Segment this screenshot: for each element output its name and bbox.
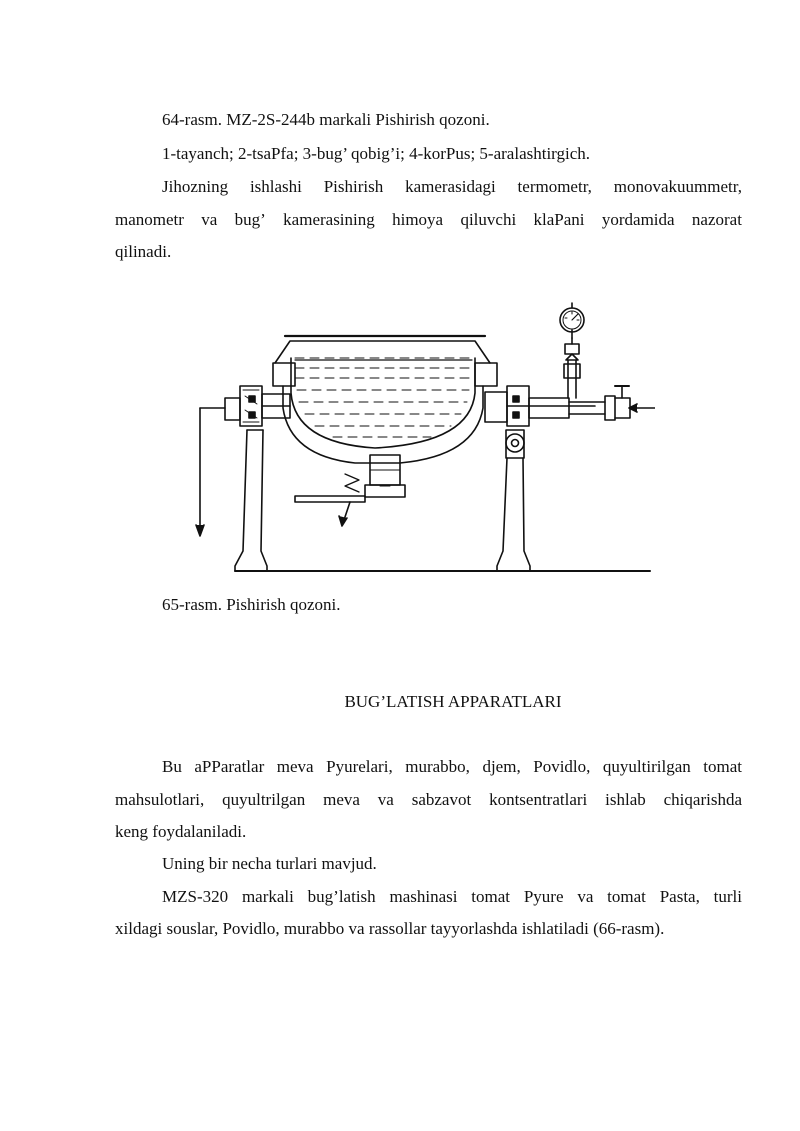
word: va — [201, 210, 218, 229]
word: termometr, — [517, 177, 592, 196]
paragraph-4-line-2: xildagi souslar, Povidlo, murabbo va rassollar tayyorlashda ishlatiladi (66-rasm). — [115, 919, 665, 938]
word: kamerasining — [283, 210, 375, 229]
word: MZS-320 — [162, 887, 229, 906]
paragraph-1-line-3: qilinadi. — [115, 242, 172, 261]
section-heading: BUG’LATISH APPARATLARI — [344, 692, 562, 711]
left-support-leg — [235, 430, 267, 571]
word: quyultirilgan — [602, 757, 691, 776]
word: va — [377, 790, 394, 809]
left-trunnion — [196, 386, 290, 536]
drain-outlet — [295, 455, 405, 526]
word: mashinasi — [389, 887, 458, 906]
cooking-kettle-drawing — [185, 298, 655, 578]
word: monovakuummetr, — [613, 177, 742, 196]
word: Povidlo, — [533, 757, 591, 776]
word: va — [577, 887, 594, 906]
word: aPParatlar — [194, 757, 265, 776]
word: Pyure — [523, 887, 564, 906]
word: tomat — [703, 757, 742, 776]
word: quyultrilgan — [222, 790, 306, 809]
right-trunnion — [485, 386, 595, 426]
paragraph-1-line-1 — [162, 177, 742, 197]
paragraph-2-line-3: keng foydalaniladi. — [115, 822, 247, 841]
word: ishlashi — [249, 177, 302, 196]
word: himoya — [392, 210, 444, 229]
word: chiqarishda — [663, 790, 742, 809]
word: djem, — [482, 757, 521, 776]
word: sabzavot — [411, 790, 472, 809]
word: yordamida — [601, 210, 675, 229]
word: Pasta, — [659, 887, 700, 906]
paragraph-1-line-2 — [115, 210, 742, 230]
word: meva — [276, 757, 314, 776]
word: turli — [713, 887, 742, 906]
paragraph-2-line-1 — [162, 757, 742, 777]
right-support-leg — [497, 430, 530, 571]
pressure-gauge — [560, 303, 584, 332]
word: qiluvchi — [460, 210, 517, 229]
word: ishlab — [605, 790, 646, 809]
word: bug’ — [234, 210, 266, 229]
word: meva — [323, 790, 360, 809]
word: markali — [241, 887, 294, 906]
word: mahsulotlari, — [115, 790, 205, 809]
kettle-body — [273, 336, 497, 463]
word: bug’latish — [307, 887, 376, 906]
liquid-level-lines — [295, 358, 472, 437]
word: Bu — [162, 757, 182, 776]
figure-65-caption: 65-rasm. Pishirish qozoni. — [162, 595, 341, 614]
word: Jihozning — [162, 177, 229, 196]
word: manometr — [115, 210, 184, 229]
paragraph-4-line-1 — [162, 887, 742, 907]
word: Pishirish — [323, 177, 384, 196]
figure-64-legend: 1-tayanch; 2-tsaPfa; 3-bug’ qobig’i; 4-korPus; 5-aralashtirgich. — [162, 144, 591, 163]
paragraph-3: Uning bir necha turlari mavjud. — [162, 854, 377, 873]
paragraph-2-line-2 — [115, 790, 742, 810]
figure-64-caption: 64-rasm. MZ-2S-244b markali Pishirish qozoni. — [162, 110, 490, 129]
word: tomat — [471, 887, 511, 906]
word: murabbo, — [405, 757, 470, 776]
word: Pyurelari, — [326, 757, 393, 776]
word: klaPani — [533, 210, 585, 229]
word: kamerasidagi — [405, 177, 496, 196]
word: kontsentratlari — [489, 790, 588, 809]
word: nazorat — [691, 210, 742, 229]
word: tomat — [607, 887, 646, 906]
